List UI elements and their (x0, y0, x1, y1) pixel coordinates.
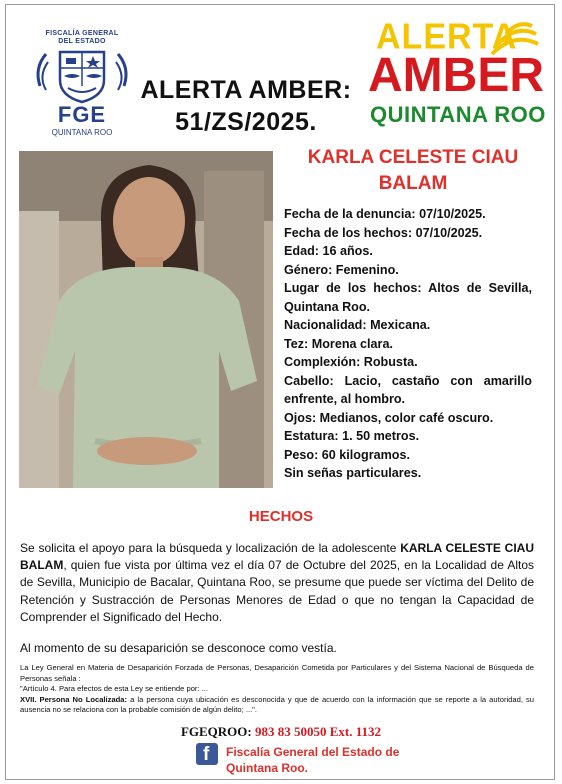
contact-phone (0, 724, 562, 740)
amber-logo-word2: AMBER (368, 49, 544, 102)
person-details (284, 205, 532, 483)
amber-logo-word1: ALERTA (376, 17, 518, 57)
clothing-note: Al momento de su desaparición se desconoce como vestía. (20, 641, 337, 655)
detail-edad: Edad: 16 años. (284, 244, 373, 258)
amber-logo-word3: QUINTANA ROO (370, 102, 546, 127)
hechos-person-name: KARLA CELESTE CIAU BALAM (20, 541, 534, 573)
legal-text (20, 663, 534, 716)
hechos-text-a: Se solicita el apoyo para la búsqueda y localización de la adolescente (20, 541, 401, 555)
contact-phone-number[interactable]: 983 83 50050 Ext. 1132 (254, 724, 382, 739)
hechos-heading: HECHOS (248, 508, 314, 525)
alert-title-line1: ALERTA AMBER: (140, 76, 352, 104)
hechos-paragraph (20, 540, 534, 626)
portrait-image (19, 151, 273, 488)
facebook-icon[interactable]: f (196, 743, 218, 765)
detail-senas: Sin señas particulares. (284, 466, 422, 480)
legal-line3 (20, 695, 534, 716)
legal-line1: La Ley General en Materia de Desaparición Forzada de Personas, Desaparición Cometida por Particulares y del Sistema Nacional de Búsqueda de Personas señala : (20, 663, 534, 683)
alert-title (140, 74, 352, 138)
detail-fecha-hechos: Fecha de los hechos: 07/10/2025. (284, 225, 483, 240)
detail-lugar: Lugar de los hechos: Altos de Sevilla, Quintana Roo. (284, 281, 532, 314)
fge-shield-icon (32, 46, 132, 104)
detail-peso: Peso: 60 kilogramos. (284, 447, 410, 462)
person-name (284, 145, 542, 197)
facebook-page-line2: Quintana Roo. (226, 761, 308, 775)
contact-label: FGEQROO: (180, 724, 255, 739)
detail-ojos: Ojos: Medianos, color café oscuro. (284, 410, 494, 425)
fge-state-label: QUINTANA ROO (51, 128, 113, 137)
legal-definition-text: a la persona cuya ubicación es desconocida y que de acuerdo con la información que se reporte a la autoridad, su ausencia no se relaciona con la probable comisión de algún delito; ...". (20, 694, 535, 715)
detail-tez: Tez: Morena clara. (284, 336, 393, 351)
facebook-page-line1: Fiscalía General del Estado de (226, 745, 400, 759)
detail-nacionalidad: Nacionalidad: Mexicana. (284, 318, 431, 332)
person-name-line1: KARLA CELESTE CIAU (307, 147, 519, 168)
person-name-line2: BALAM (378, 173, 448, 194)
fge-logo-line2: DEL ESTADO (58, 38, 106, 45)
fge-logo (30, 30, 134, 142)
hechos-text-b: , quien fue vista por última vez el día 07 de Octubre del 2025, en la Localidad de Altos de Sevilla, Municipio de Bacalar, Quintana Roo, se presume que puede ser víctima del Delito de Retención y Sustracción de Personas Menores de Edad o que no tengan la Capacidad de Comprender el Significado del Hecho. (20, 558, 534, 624)
detail-cabello: Cabello: Lacio, castaño con amarillo enfrente, al hombro. (284, 373, 532, 406)
alert-folio: 51/ZS/2025. (175, 108, 317, 136)
detail-fecha-denuncia: Fecha de la denuncia: 07/10/2025. (284, 207, 486, 221)
fge-logo-line1: FISCALÍA GENERAL (45, 30, 119, 37)
missing-person-photo (19, 151, 273, 488)
detail-genero: Género: Femenino. (284, 262, 399, 277)
facebook-page-link[interactable] (226, 744, 399, 776)
alerta-amber-logo (366, 14, 546, 132)
detail-estatura: Estatura: 1. 50 metros. (284, 429, 420, 443)
detail-complexion: Complexión: Robusta. (284, 355, 418, 369)
legal-definition-term: XVII. Persona No Localizada: (20, 694, 128, 704)
legal-line2: "Artículo 4. Para efectos de esta Ley se entiende por: ... (20, 684, 209, 694)
fge-acronym: FGE (57, 102, 107, 127)
